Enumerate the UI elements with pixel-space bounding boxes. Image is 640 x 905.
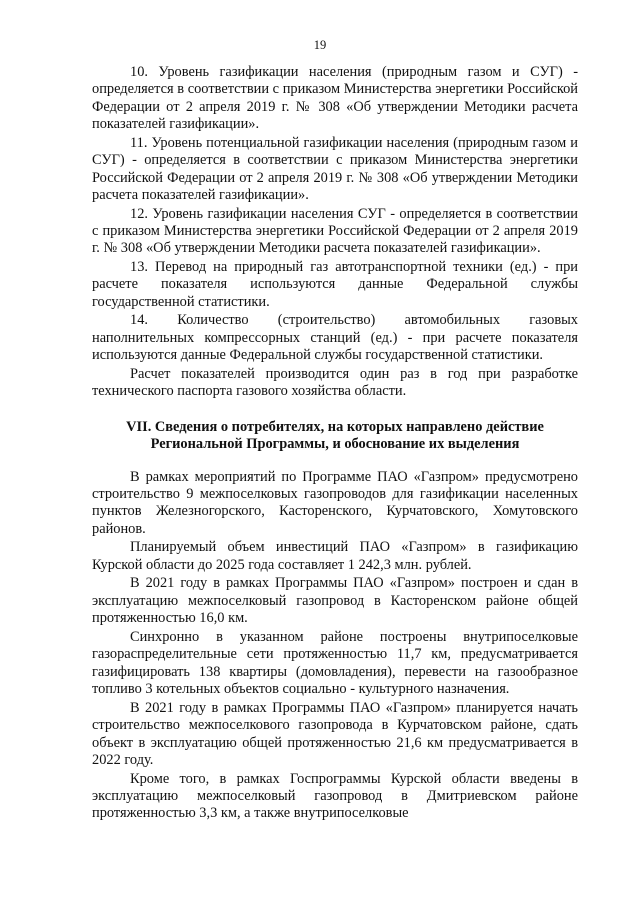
page-number: 19 <box>313 38 327 52</box>
paragraph-item-12: 12. Уровень газификации населения СУГ - определяется в соответствии с приказом Министерства энергетики Российской Федерации от 2 апреля 2019 г. № 308 «Об утверждении Методики расчета показателей газификации». <box>92 205 578 257</box>
page-content <box>92 64 578 824</box>
section-heading-line-1: VII. Сведения о потребителях, на которых направлено действие <box>126 418 544 435</box>
section-heading-line-2: Региональной Программы, и обоснование их выделения <box>150 436 520 453</box>
paragraph-investment: Планируемый объем инвестиций ПАО «Газпром» в газификацию Курской области до 2025 года составляет 1 242,3 млн. рублей. <box>92 539 578 573</box>
paragraph-dmitrievsky-pipeline: Кроме того, в рамках Госпрограммы Курской области введены в эксплуатацию межпоселковый газопровод в Дмитриевском районе протяженностью 3,3 км, а также внутрипоселковые <box>92 770 578 822</box>
paragraph-gazprom-program: В рамках мероприятий по Программе ПАО «Газпром» предусмотрено строительство 9 межпоселковых газопроводов для газификации населенных пунктов Железногорского, Касторенского, Курчатовского, Хомутовского районов. <box>92 468 578 537</box>
section-heading <box>92 419 578 454</box>
paragraph-calculation-note: Расчет показателей производится один раз в год при разработке технического паспорта газового хозяйства области. <box>92 365 578 400</box>
paragraph-distribution-networks: Синхронно в указанном районе построены внутрипоселковые газораспределительные сети протяженностью 11,7 км, предусматривается газифицировать 138 квартиры (домовладения), перевести на газообразное топливо 3 котельных объектов социально - культурного назначения. <box>92 628 578 698</box>
paragraph-item-10: 10. Уровень газификации населения (природным газом и СУГ) - определяется в соответствии с приказом Министерства энергетики Российской Федерации от 2 апреля 2019 г. № 308 «Об утверждении Методики расчета показателей газификации». <box>92 64 578 133</box>
section-spacer <box>92 402 578 419</box>
paragraph-item-14: 14. Количество (строительство) автомобильных газовых наполнительных компрессорных станций (ед.) - при расчете показателя используются данные Федеральной службы государственной статистики. <box>92 312 578 364</box>
paragraph-item-11: 11. Уровень потенциальной газификации населения (природным газом и СУГ) - определяется в соответствии с приказом Министерства энергетики Российской Федерации от 2 апреля 2019 г. № 308 «Об утверждении Методики расчета показателей газификации». <box>92 134 578 204</box>
paragraph-kurchatovsky-pipeline: В 2021 году в рамках Программы ПАО «Газпром» планируется начать строительство межпоселкового газопровода в Курчатовском районе, сдать объект в эксплуатацию общей протяженностью 21,6 км предусматривается в 2022 году. <box>92 699 578 768</box>
paragraph-kastorensky-pipeline: В 2021 году в рамках Программы ПАО «Газпром» построен и сдан в эксплуатацию межпоселковый газопровод в Касторенском районе общей протяженностью 16,0 км. <box>92 575 578 627</box>
paragraph-item-13: 13. Перевод на природный газ автотранспортной техники (ед.) - при расчете показателя используются данные Федеральной службы государственной статистики. <box>92 259 578 310</box>
